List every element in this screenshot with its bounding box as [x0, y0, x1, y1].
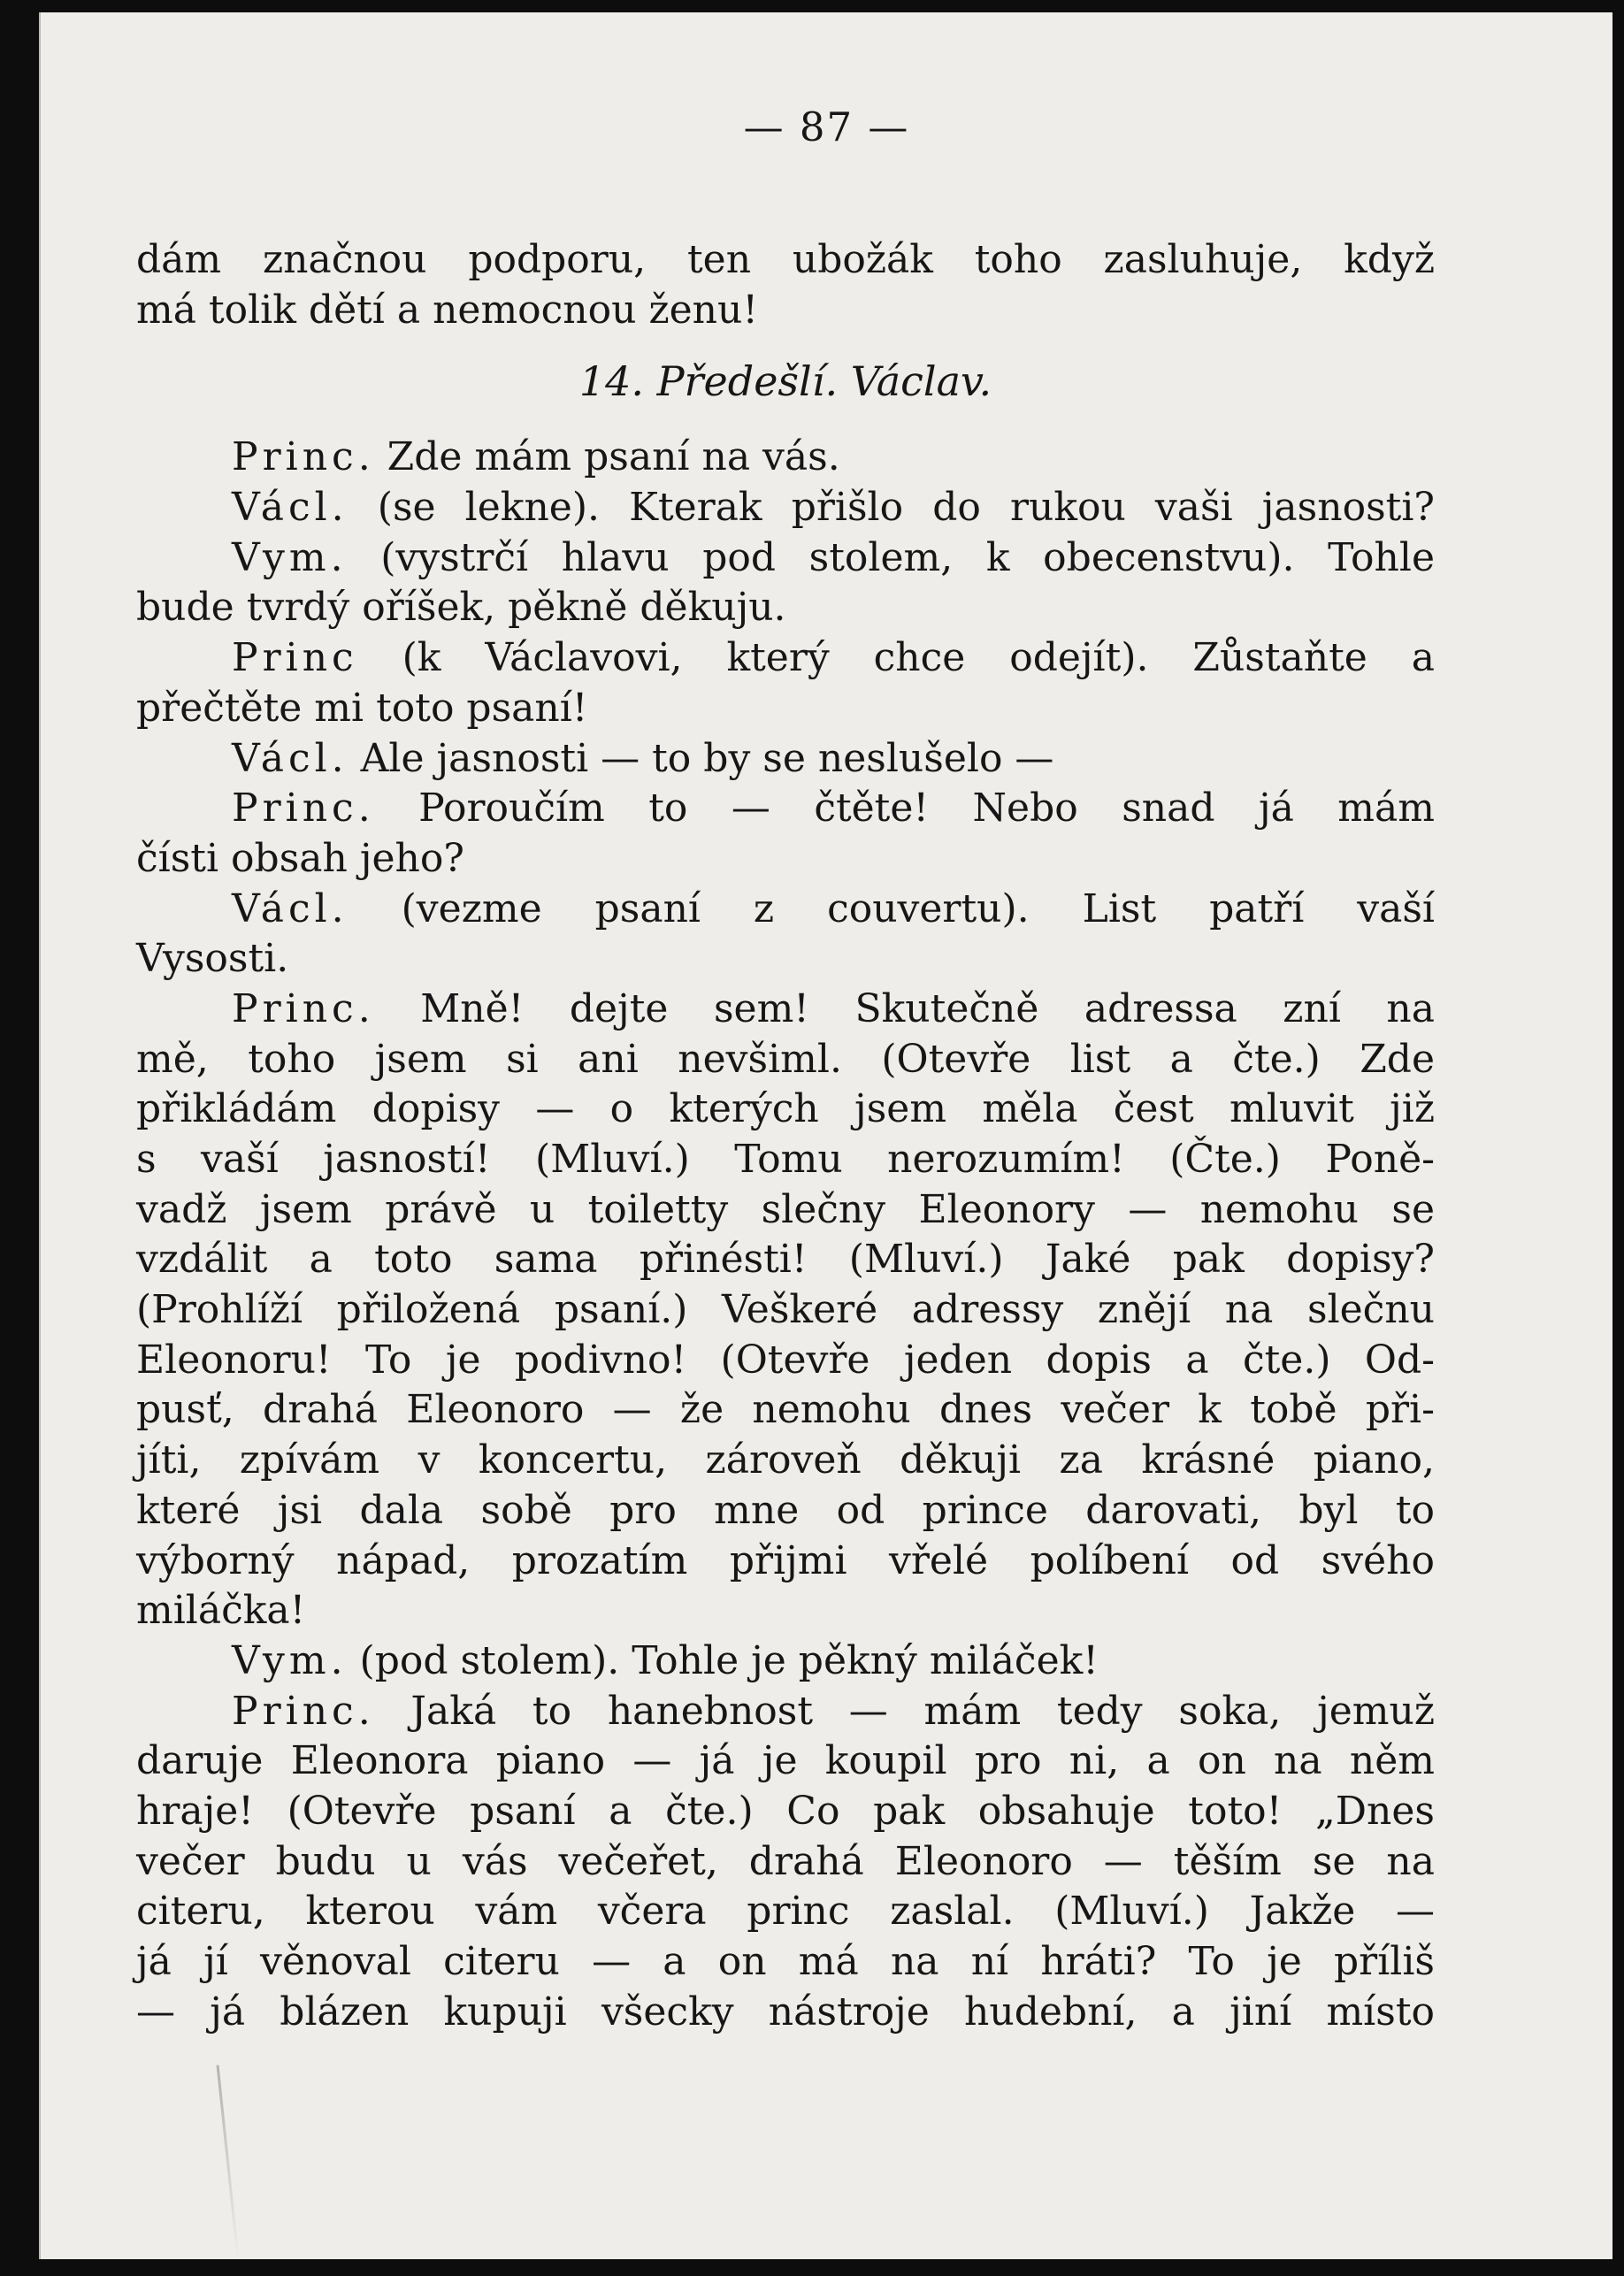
- text-line: [136, 1235, 1435, 1285]
- line-text: s vaší jasností! (Mluví.) Tomu nerozumím! (Čte.) Poně-: [136, 1137, 1435, 1182]
- speaker-name: Princ.: [232, 1688, 375, 1734]
- line-text: (Prohlíží přiložená psaní.) Veškeré adressy znějí na slečnu: [136, 1287, 1435, 1333]
- speaker-name: Václ.: [232, 885, 349, 931]
- text-line: [136, 1586, 1435, 1636]
- line-text: (k Václavovi, který chce odejít). Zůstaňte a: [357, 635, 1435, 681]
- line-text: večer budu u vás večeřet, drahá Eleonoro — těším se na: [136, 1838, 1435, 1884]
- text-line: [136, 1887, 1435, 1937]
- scan-crease: [217, 2065, 240, 2258]
- text-line: [136, 433, 1435, 483]
- line-text: (se lekne). Kterak přišlo do rukou vaši jasnosti?: [348, 485, 1435, 531]
- dialogue: [136, 433, 1435, 2037]
- page-number: — 87 —: [743, 103, 910, 150]
- line-text: miláčka!: [136, 1588, 306, 1634]
- text-line: [136, 533, 1435, 584]
- speaker-name: Václ.: [232, 735, 349, 781]
- text-line: [136, 1185, 1435, 1236]
- text-line: [136, 583, 1435, 633]
- text-line: [136, 834, 1435, 885]
- text-line: [136, 483, 1435, 533]
- text-line: [136, 1035, 1435, 1085]
- line-text: výborný nápad, prozatím přijmi vřelé políbení od svého: [136, 1537, 1435, 1583]
- text-line: [136, 1285, 1435, 1336]
- line-text: Jaká to hanebnost — mám tedy soka, jemuž: [374, 1688, 1435, 1734]
- text-line: [136, 684, 1435, 734]
- text-line: [136, 1084, 1435, 1135]
- text-line: [136, 1937, 1435, 1988]
- text-line: [136, 985, 1435, 1035]
- line-text: (vystrčí hlavu pod stolem, k obecenstvu). Tohle: [347, 534, 1435, 580]
- book-page: [39, 12, 1613, 2259]
- text-line: [136, 734, 1435, 785]
- line-text: (vezme psaní z couvertu). List patří vaší: [348, 885, 1435, 931]
- text-line: [136, 1837, 1435, 1888]
- speaker-name: Princ.: [232, 985, 375, 1031]
- line-text: citeru, kterou vám včera princ zaslal. (Mluví.) Jakže —: [136, 1889, 1435, 1935]
- line-text: hraje! (Otevře psaní a čte.) Co pak obsahuje toto! „Dnes: [136, 1788, 1435, 1834]
- text-line: [136, 1988, 1435, 2038]
- text-line: [136, 784, 1435, 834]
- line-text: čísti obsah jeho?: [136, 835, 464, 881]
- line-text: Vysosti.: [136, 936, 289, 982]
- line-text: mě, toho jsem si ani nevšiml. (Otevře list a čte.) Zde: [136, 1036, 1435, 1082]
- text-line: [136, 1135, 1435, 1185]
- line-text: přikládám dopisy — o kterých jsem měla čest mluvit již: [136, 1086, 1435, 1132]
- line-text: já jí věnoval citeru — a on má na ní hráti? To je příliš: [136, 1939, 1435, 1984]
- scene-heading: 14. Předešlí. Václav.: [578, 357, 992, 406]
- page-text: [136, 235, 1435, 2037]
- text-line: [136, 1436, 1435, 1486]
- line-text: Mně! dejte sem! Skutečně adressa zní na: [374, 985, 1435, 1031]
- text-line: [136, 885, 1435, 935]
- speaker-name: Princ.: [232, 785, 375, 831]
- line-text: Eleonoru! To je podivno! (Otevře jeden dopis a čte.) Od-: [136, 1337, 1435, 1383]
- text-line: [136, 1636, 1435, 1687]
- line-text: vzdálit a toto sama přinésti! (Mluví.) Jaké pak dopisy?: [136, 1237, 1435, 1283]
- speaker-name: Vym.: [232, 1637, 348, 1683]
- speaker-name: Princ: [232, 635, 358, 681]
- text-line: [136, 934, 1435, 985]
- line-text: přečtěte mi toto psaní!: [136, 685, 588, 731]
- text-line: [136, 1687, 1435, 1737]
- line-text: které jsi dala sobě pro mne od prince darovati, byl to: [136, 1487, 1435, 1533]
- text-line: [136, 633, 1435, 684]
- text-line: [136, 1536, 1435, 1587]
- text-line: [136, 1787, 1435, 1837]
- text-line: [136, 1336, 1435, 1386]
- line-text: daruje Eleonora piano — já je koupil pro ni, a on na něm: [136, 1738, 1435, 1784]
- line-text: (pod stolem). Tohle je pěkný miláček!: [347, 1637, 1099, 1683]
- text-line: [136, 1385, 1435, 1436]
- text-line: [136, 1486, 1435, 1536]
- line-text: bude tvrdý oříšek, pěkně děkuju.: [136, 585, 786, 631]
- line-text: jíti, zpívám v koncertu, zároveň děkuji za krásné piano,: [136, 1437, 1435, 1483]
- text-line: [136, 1736, 1435, 1787]
- line-text: vadž jsem právě u toiletty slečny Eleonory — nemohu se: [136, 1186, 1435, 1232]
- speaker-name: Vym.: [232, 534, 348, 580]
- line-text: — já blázen kupuji všecky nástroje hudební, a jiní místo: [136, 1989, 1435, 2035]
- speaker-name: Princ.: [232, 434, 375, 480]
- speaker-name: Václ.: [232, 485, 349, 531]
- text-line: má tolik dětí a nemocnou ženu!: [136, 287, 759, 333]
- line-text: Poroučím to — čtěte! Nebo snad já mám: [374, 785, 1435, 831]
- line-text: Zde mám psaní na vás.: [374, 434, 840, 480]
- text-line: dám značnou podporu, ten ubožák toho zasluhuje, když: [136, 237, 1435, 282]
- line-text: pusť, drahá Eleonoro — že nemohu dnes večer k tobě při-: [136, 1387, 1435, 1433]
- line-text: Ale jasnosti — to by se neslušelo —: [348, 735, 1054, 781]
